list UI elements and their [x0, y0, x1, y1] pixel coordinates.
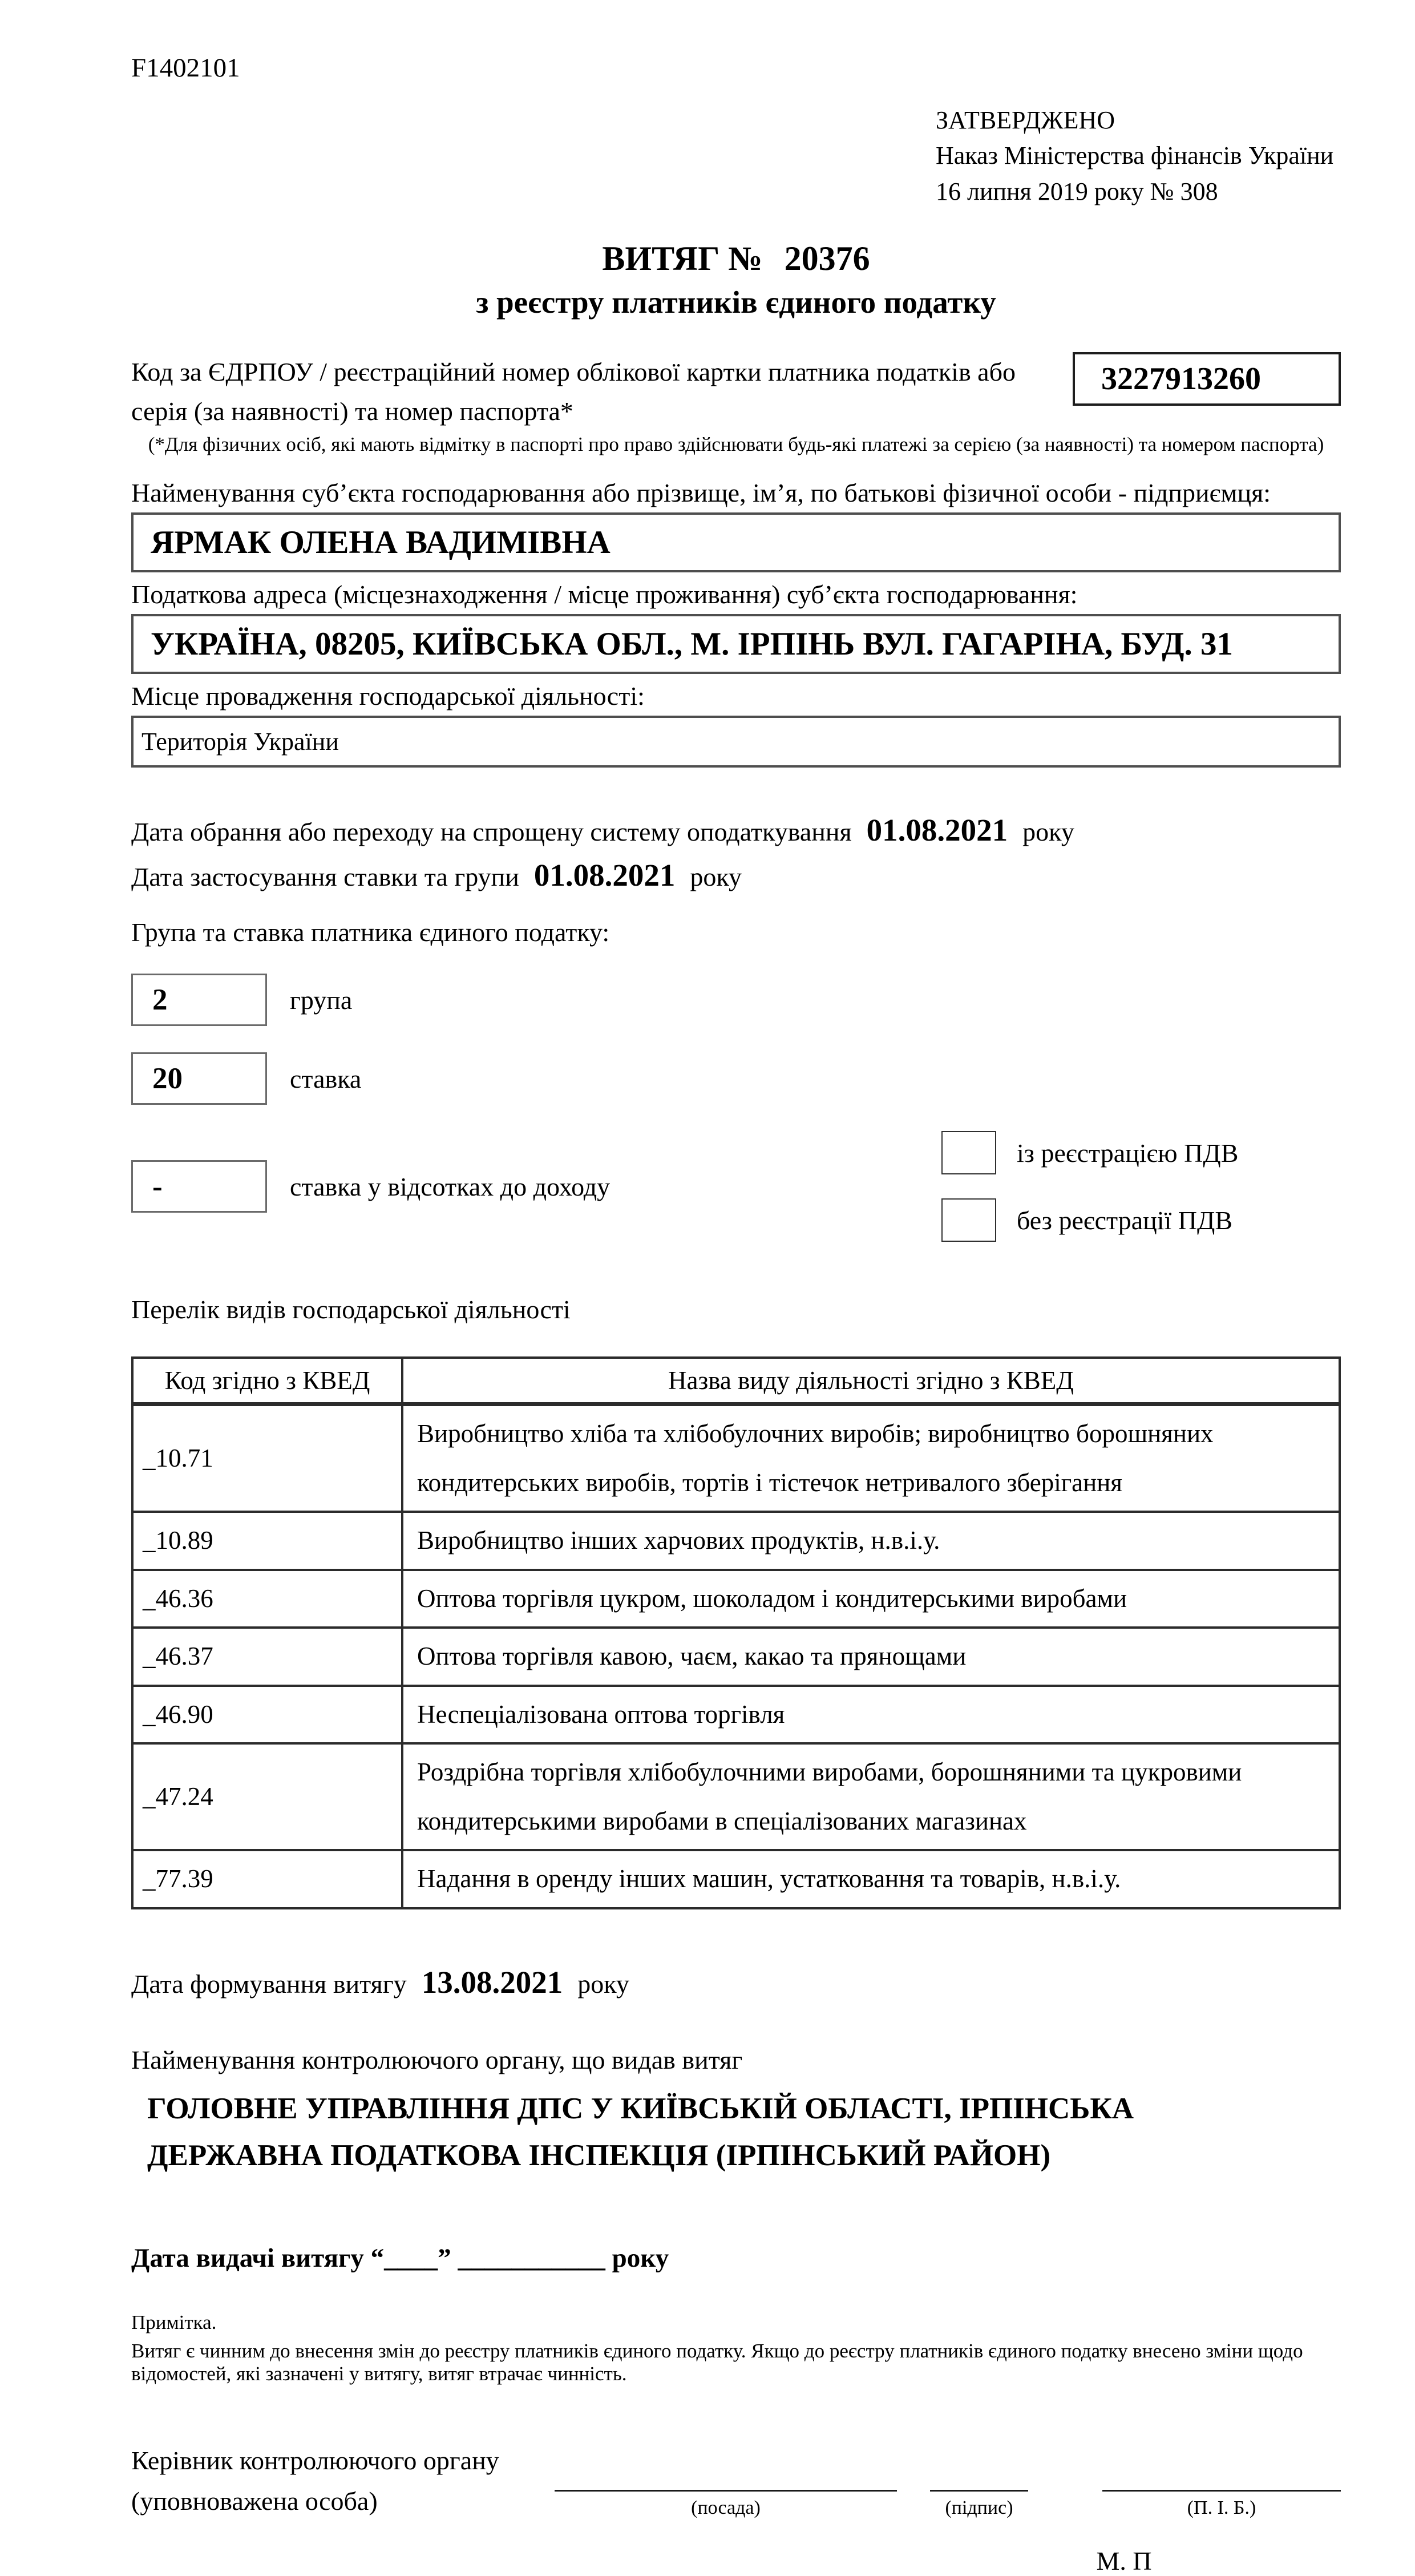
kved-name: Надання в оренду інших машин, устатковання та товарів, н.в.і.у. [402, 1850, 1340, 1908]
simplified-system-date-label: Дата обрання або переходу на спрощену систему оподаткування [131, 817, 852, 847]
address-label: Податкова адреса (місцезнаходження / місце проживання) суб’єкта господарювання: [131, 580, 1078, 609]
title-line1 [131, 239, 1341, 278]
sign-caption: (підпис) [945, 2497, 1013, 2519]
kved-code: _10.89 [132, 1512, 402, 1570]
vat-with-checkbox [941, 1131, 996, 1174]
passport-footnote: (*Для фізичних осіб, які мають відмітку в паспорті про право здійснювати будь-які платежі за серією (за наявності) та номером паспорта) [148, 433, 1324, 456]
kved-row [132, 1628, 1340, 1686]
kved-name: Виробництво інших харчових продуктів, н.в.і.у. [402, 1512, 1340, 1570]
activities-heading: Перелік видів господарської діяльності [131, 1295, 571, 1325]
group-label: група [290, 985, 353, 1015]
authority-label: Найменування контролюючого органу, що видав витяг [131, 2045, 743, 2074]
position-field [555, 2440, 897, 2522]
approved-line2: Наказ Міністерства фінансів України [936, 142, 1334, 170]
formation-date-label: Дата формування витягу [131, 1969, 407, 1998]
kved-code: _47.24 [132, 1743, 402, 1850]
document-title [131, 239, 1341, 320]
group-row [131, 974, 1341, 1026]
kved-name: Роздрібна торгівля хлібобулочними виробами, борошняними та цукровими кондитерськими виробами в спеціалізованих магазинах [402, 1743, 1340, 1850]
formation-date-value: 13.08.2021 [421, 1964, 563, 2000]
formation-date-suffix: року [577, 1969, 629, 1998]
kved-row [132, 1570, 1340, 1628]
kved-code: _46.37 [132, 1628, 402, 1686]
fullname-caption: (П. І. Б.) [1187, 2497, 1256, 2519]
vat-options [941, 1131, 1341, 1242]
formation-date-line [131, 1964, 1341, 2000]
kved-name-header: Назва виду діяльності згідно з КВЕД [402, 1358, 1340, 1404]
subject-label: Найменування суб’єкта господарювання або прізвище, ім’я, по батькові фізичної особи - підприємця: [131, 478, 1271, 508]
subject-value-box: ЯРМАК ОЛЕНА ВАДИМІВНА [131, 512, 1341, 572]
kved-row [132, 1850, 1340, 1908]
signature-block [131, 2440, 1341, 2522]
kved-name: Оптова торгівля кавою, чаєм, какао та прянощами [402, 1628, 1340, 1686]
signatory-title [131, 2440, 555, 2522]
edrpou-value-box: 3227913260 [1073, 352, 1341, 406]
form-code: F1402101 [131, 53, 240, 83]
approved-line3: 16 липня 2019 року № 308 [936, 177, 1218, 205]
group-value-box: 2 [131, 974, 267, 1026]
simplified-system-date-line [131, 812, 1341, 848]
kved-table [131, 1356, 1341, 1909]
percent-row [131, 1131, 610, 1242]
percent-label: ставка у відсотках до доходу [290, 1172, 611, 1201]
rate-group-date-label: Дата застосування ставки та групи [131, 862, 519, 892]
edrpou-section [131, 352, 1341, 431]
kved-code-header: Код згідно з КВЕД [132, 1358, 402, 1404]
issue-date-line: Дата видачі витягу “____” ___________ року [131, 2243, 669, 2274]
sign-signature-line [930, 2472, 1028, 2492]
rate-group-date-line [131, 857, 1341, 893]
rate-label: ставка [290, 1064, 362, 1093]
rate-value-box: 20 [131, 1052, 267, 1105]
signatory-title-line1: Керівник контролюючого органу [131, 2446, 499, 2476]
kved-name: Виробництво хліба та хлібобулочних виробів; виробництво борошняних кондитерських виробів, тортів і тістечок нетривалого зберігання [402, 1404, 1340, 1512]
kved-code: _10.71 [132, 1404, 402, 1512]
percent-value-box: - [131, 1160, 267, 1213]
fullname-signature-line [1102, 2472, 1341, 2492]
kved-code: _46.36 [132, 1570, 402, 1628]
extract-number: 20376 [784, 240, 870, 278]
authority-value: ГОЛОВНЕ УПРАВЛІННЯ ДПС У КИЇВСЬКІЙ ОБЛАСТІ, ІРПІНСЬКА ДЕРЖАВНА ПОДАТКОВА ІНСПЕКЦІЯ (ІРПІНСЬКИЙ РАЙОН) [147, 2092, 1134, 2173]
kved-row [132, 1743, 1340, 1850]
position-caption: (посада) [691, 2497, 761, 2519]
kved-row [132, 1404, 1340, 1512]
position-signature-line [555, 2472, 897, 2492]
signatory-title-line2: (уповноважена особа) [131, 2486, 378, 2516]
vat-with-item [941, 1131, 1341, 1174]
vat-without-item [941, 1198, 1341, 1242]
note-text: Витяг є чинним до внесення змін до реєстру платників єдиного податку. Якщо до реєстру платників єдиного податку внесено зміни щодо відомостей, які зазначені у витягу, витяг втрачає чинність. [131, 2340, 1303, 2385]
approved-line1: ЗАТВЕРДЖЕНО [936, 106, 1115, 134]
edrpou-label: Код за ЄДРПОУ / реєстраційний номер облікової картки платника податків або серія (за наявності) та номер паспорта* [131, 357, 1016, 426]
note-label: Примітка. [131, 2311, 217, 2334]
kved-row [132, 1512, 1340, 1570]
vat-without-label: без реєстрації ПДВ [1017, 1205, 1233, 1235]
rate-group-date-value: 01.08.2021 [533, 858, 676, 893]
rate-group-date-suffix: року [690, 862, 742, 892]
percent-vat-row [131, 1131, 1341, 1242]
kved-row [132, 1686, 1340, 1744]
approval-block [936, 103, 1341, 209]
vat-without-checkbox [941, 1198, 996, 1242]
fullname-field [1102, 2440, 1341, 2522]
activity-place-value-box: Територія України [131, 716, 1341, 768]
group-rate-heading: Група та ставка платника єдиного податку: [131, 918, 610, 947]
rate-row [131, 1052, 1341, 1105]
kved-header-row [132, 1358, 1340, 1404]
kved-name: Неспеціалізована оптова торгівля [402, 1686, 1340, 1744]
address-value-box: УКРАЇНА, 08205, КИЇВСЬКА ОБЛ., М. ІРПІНЬ ВУЛ. ГАГАРІНА, БУД. 31 [131, 614, 1341, 674]
sign-field [930, 2440, 1028, 2522]
seal-placeholder: М. П [1096, 2546, 1152, 2575]
title-line2: з реєстру платників єдиного податку [476, 285, 996, 320]
kved-name: Оптова торгівля цукром, шоколадом і кондитерськими виробами [402, 1570, 1340, 1628]
kved-code: _77.39 [132, 1850, 402, 1908]
simplified-system-date-value: 01.08.2021 [866, 813, 1008, 848]
title-prefix: ВИТЯГ № [602, 240, 763, 278]
vat-with-label: із реєстрацією ПДВ [1017, 1138, 1239, 1168]
kved-code: _46.90 [132, 1686, 402, 1744]
simplified-system-date-suffix: року [1022, 817, 1074, 847]
activity-place-label: Місце провадження господарської діяльності: [131, 681, 645, 711]
